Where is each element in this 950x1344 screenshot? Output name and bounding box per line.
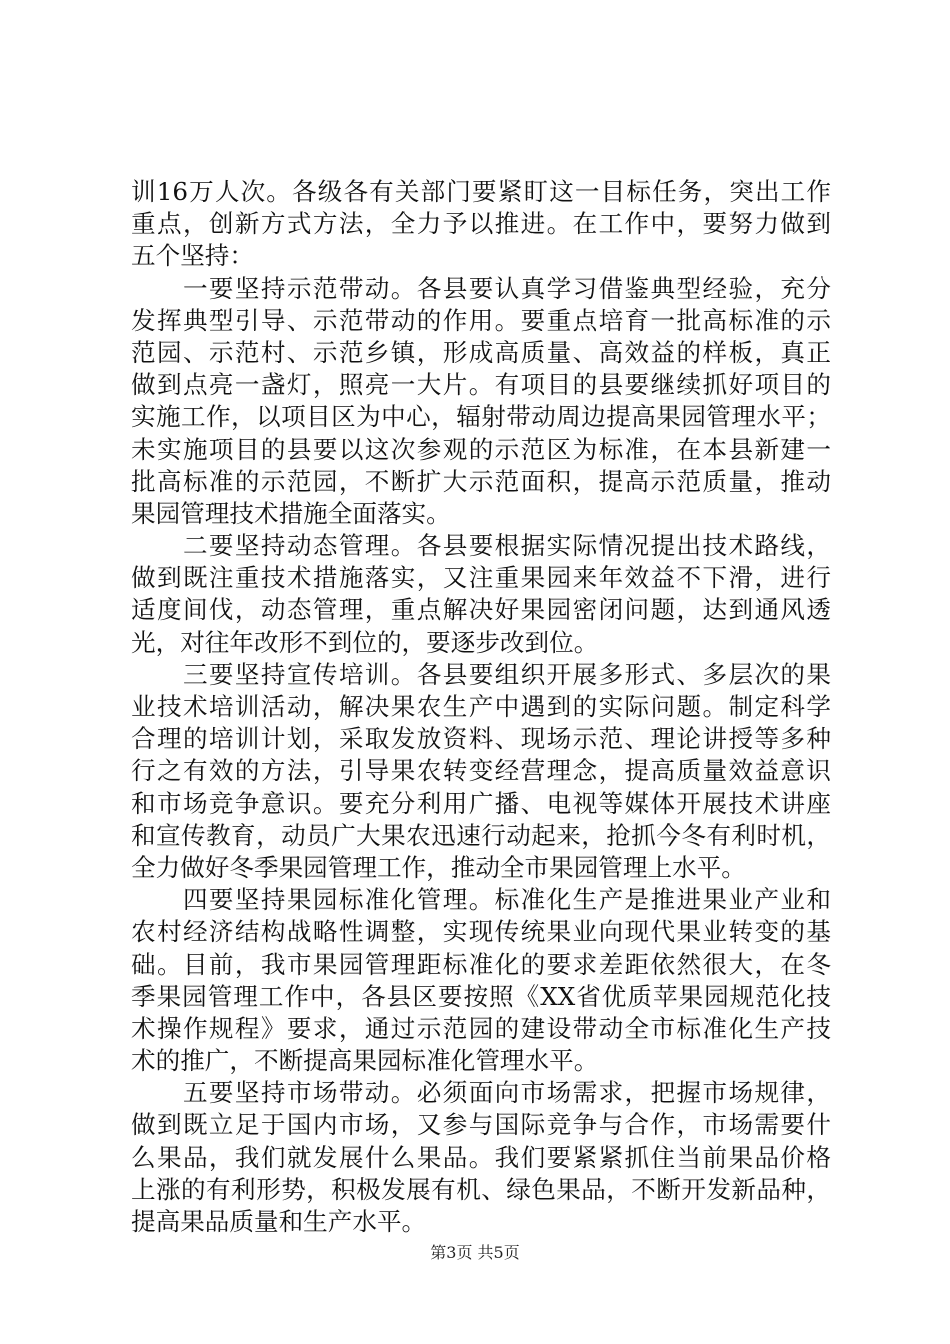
text-line: 重点，创新方式方法，全力予以推进。在工作中，要努力做到: [131, 209, 831, 239]
page-footer: 第3页 共5页: [430, 1243, 520, 1262]
text-line: 上涨的有利形势，积极发展有机、绿色果品，不断开发新品种，: [131, 1174, 831, 1204]
text-line: 农村经济结构战略性调整，实现传统果业向现代果业转变的基: [131, 917, 831, 947]
text-line: 么果品，我们就发展什么果品。我们要紧紧抓住当前果品价格: [131, 1142, 831, 1172]
text-line: 五要坚持市场带动。必须面向市场需求，把握市场规律，: [131, 1078, 831, 1108]
text-line: 果园管理技术措施全面落实。: [131, 498, 451, 528]
text-line: 实施工作，以项目区为中心，辐射带动周边提高果园管理水平；: [131, 402, 831, 432]
text-line: 五个坚持：: [131, 241, 254, 271]
text-line: 做到既立足于国内市场，又参与国际竞争与合作，市场需要什: [131, 1110, 831, 1140]
text-line: 和宣传教育，动员广大果农迅速行动起来，抢抓今冬有利时机，: [131, 820, 831, 850]
text-line: 术操作规程》要求，通过示范园的建设带动全市标准化生产技: [131, 1013, 831, 1043]
text-line: 行之有效的方法，引导果农转变经营理念，提高质量效益意识: [131, 756, 831, 786]
text-line: 四要坚持果园标准化管理。标准化生产是推进果业产业和: [131, 885, 831, 915]
document-body: [131, 176, 831, 1238]
text-line: 做到既注重技术措施落实，又注重果园来年效益不下滑，进行: [131, 563, 831, 593]
text-line: 三要坚持宣传培训。各县要组织开展多形式、多层次的果: [131, 659, 831, 689]
text-line: 批高标准的示范园，不断扩大示范面积，提高示范质量，推动: [131, 466, 831, 496]
text-line: 提高果品质量和生产水平。: [131, 1207, 427, 1236]
text-line: 发挥典型引导、示范带动的作用。要重点培育一批高标准的示: [131, 305, 831, 335]
text-line: 一要坚持示范带动。各县要认真学习借鉴典型经验，充分: [131, 273, 831, 303]
text-line: 全力做好冬季果园管理工作，推动全市果园管理上水平。: [131, 852, 746, 882]
text-line: 合理的培训计划，采取发放资料、现场示范、理论讲授等多种: [131, 724, 831, 754]
text-line: 训16万人次。各级各有关部门要紧盯这一目标任务，突出工作: [131, 177, 831, 206]
text-line: 做到点亮一盏灯，照亮一大片。有项目的县要继续抓好项目的: [131, 370, 831, 400]
text-line: 和市场竞争意识。要充分利用广播、电视等媒体开展技术讲座: [131, 788, 831, 818]
text-line: 光，对往年改形不到位的，要逐步改到位。: [131, 627, 599, 657]
text-line: 础。目前，我市果园管理距标准化的要求差距依然很大，在冬: [131, 949, 831, 979]
text-line: 范园、示范村、示范乡镇，形成高质量、高效益的样板，真正: [131, 337, 831, 367]
text-line: 未实施项目的县要以这次参观的示范区为标准，在本县新建一: [131, 434, 831, 464]
text-line: 术的推广，不断提高果园标准化管理水平。: [131, 1046, 599, 1076]
text-line: 适度间伐，动态管理，重点解决好果园密闭问题，达到通风透: [131, 595, 831, 625]
text-line: 业技术培训活动，解决果农生产中遇到的实际问题。制定科学: [131, 692, 831, 721]
text-line: 二要坚持动态管理。各县要根据实际情况提出技术路线，: [131, 531, 831, 561]
text-line: 季果园管理工作中，各县区要按照《XX省优质苹果园规范化技: [131, 981, 831, 1011]
